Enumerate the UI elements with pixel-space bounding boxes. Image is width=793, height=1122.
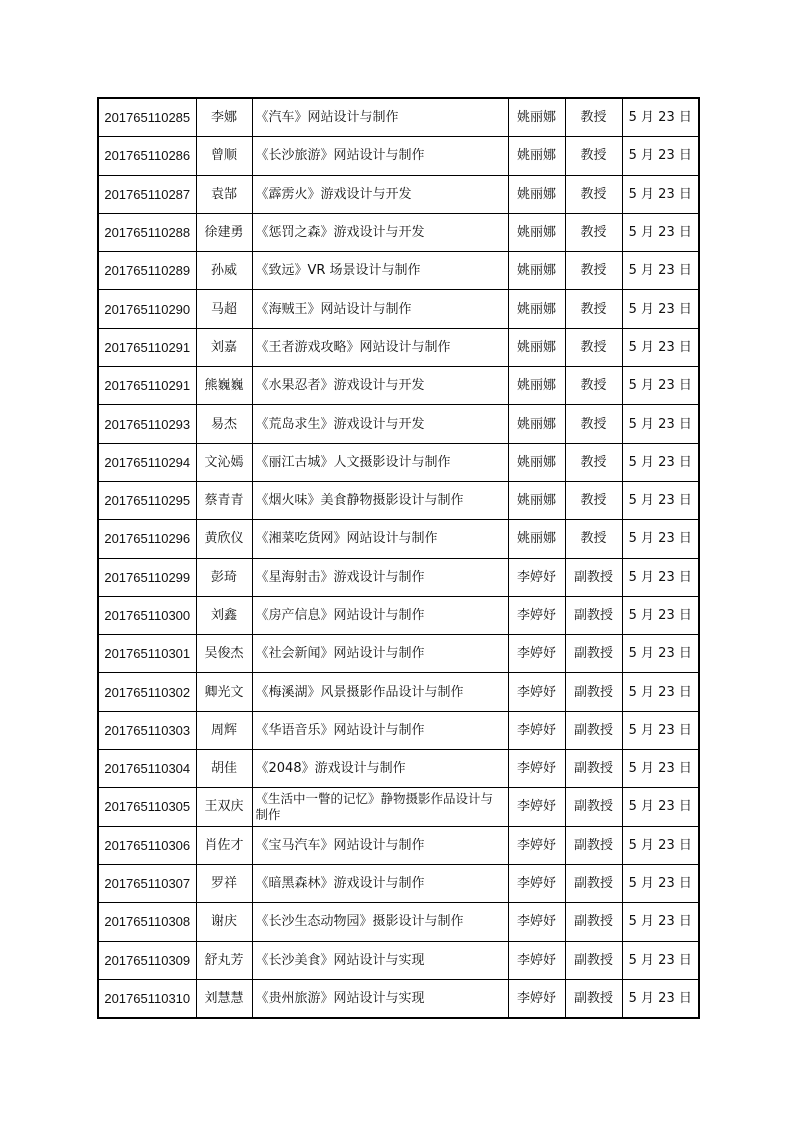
student-id-cell: 201765110303 [98,711,196,749]
advisor-cell: 李婷妤 [508,864,565,902]
student-id-cell: 201765110295 [98,481,196,519]
student-name-cell: 卿光文 [196,673,252,711]
date-cell: 5 月 23 日 [622,328,699,366]
advisor-rank-cell: 副教授 [565,941,622,979]
student-id-cell: 201765110291 [98,328,196,366]
student-name-cell: 舒丸芳 [196,941,252,979]
table-row [98,328,699,366]
student-id-cell: 201765110308 [98,903,196,941]
project-title-cell: 《惩罚之森》游戏设计与开发 [252,213,508,251]
student-name-cell: 胡佳 [196,750,252,788]
project-title-cell: 《海贼王》网站设计与制作 [252,290,508,328]
date-cell: 5 月 23 日 [622,405,699,443]
student-id-cell: 201765110301 [98,635,196,673]
advisor-rank-cell: 教授 [565,520,622,558]
date-cell: 5 月 23 日 [622,941,699,979]
advisor-cell: 姚丽娜 [508,443,565,481]
date-cell: 5 月 23 日 [622,520,699,558]
student-name-cell: 曾顺 [196,137,252,175]
thesis-schedule-table [97,97,700,1019]
table-row [98,711,699,749]
student-name-cell: 刘鑫 [196,596,252,634]
advisor-cell: 李婷妤 [508,558,565,596]
advisor-cell: 李婷妤 [508,941,565,979]
date-cell: 5 月 23 日 [622,635,699,673]
project-title-cell: 《荒岛求生》游戏设计与开发 [252,405,508,443]
student-id-cell: 201765110304 [98,750,196,788]
student-name-cell: 孙威 [196,252,252,290]
table-row [98,252,699,290]
advisor-cell: 李婷妤 [508,673,565,711]
advisor-rank-cell: 教授 [565,481,622,519]
student-id-cell: 201765110285 [98,98,196,137]
advisor-cell: 姚丽娜 [508,328,565,366]
date-cell: 5 月 23 日 [622,137,699,175]
student-id-cell: 201765110305 [98,788,196,826]
project-title-cell: 《房产信息》网站设计与制作 [252,596,508,634]
student-id-cell: 201765110307 [98,864,196,902]
advisor-rank-cell: 副教授 [565,788,622,826]
student-name-cell: 熊巍巍 [196,367,252,405]
advisor-rank-cell: 教授 [565,213,622,251]
student-name-cell: 马超 [196,290,252,328]
student-name-cell: 黄欣仪 [196,520,252,558]
table-row [98,596,699,634]
student-name-cell: 谢庆 [196,903,252,941]
table-row [98,98,699,137]
table-row [98,558,699,596]
student-name-cell: 徐建勇 [196,213,252,251]
table-row [98,788,699,826]
table-row [98,213,699,251]
project-title-cell: 《宝马汽车》网站设计与制作 [252,826,508,864]
advisor-rank-cell: 教授 [565,290,622,328]
table-row [98,635,699,673]
advisor-cell: 姚丽娜 [508,137,565,175]
student-name-cell: 文沁嫣 [196,443,252,481]
project-title-cell: 《水果忍者》游戏设计与开发 [252,367,508,405]
advisor-cell: 姚丽娜 [508,405,565,443]
advisor-rank-cell: 副教授 [565,673,622,711]
student-id-cell: 201765110299 [98,558,196,596]
project-title-cell: 《霹雳火》游戏设计与开发 [252,175,508,213]
date-cell: 5 月 23 日 [622,481,699,519]
project-title-cell: 《长沙旅游》网站设计与制作 [252,137,508,175]
date-cell: 5 月 23 日 [622,903,699,941]
table-row [98,520,699,558]
project-title-cell: 《暗黑森林》游戏设计与制作 [252,864,508,902]
advisor-rank-cell: 教授 [565,137,622,175]
advisor-rank-cell: 副教授 [565,635,622,673]
advisor-rank-cell: 教授 [565,252,622,290]
date-cell: 5 月 23 日 [622,175,699,213]
student-id-cell: 201765110291 [98,367,196,405]
student-id-cell: 201765110294 [98,443,196,481]
student-name-cell: 周辉 [196,711,252,749]
advisor-rank-cell: 教授 [565,98,622,137]
advisor-rank-cell: 副教授 [565,979,622,1018]
table-body [98,98,699,1018]
advisor-cell: 姚丽娜 [508,520,565,558]
table-row [98,405,699,443]
advisor-rank-cell: 教授 [565,328,622,366]
student-name-cell: 袁郜 [196,175,252,213]
advisor-rank-cell: 教授 [565,175,622,213]
student-id-cell: 201765110293 [98,405,196,443]
date-cell: 5 月 23 日 [622,290,699,328]
date-cell: 5 月 23 日 [622,750,699,788]
student-id-cell: 201765110310 [98,979,196,1018]
date-cell: 5 月 23 日 [622,673,699,711]
project-title-cell: 《王者游戏攻略》网站设计与制作 [252,328,508,366]
advisor-rank-cell: 副教授 [565,750,622,788]
advisor-cell: 姚丽娜 [508,98,565,137]
advisor-cell: 姚丽娜 [508,252,565,290]
student-id-cell: 201765110302 [98,673,196,711]
table-row [98,673,699,711]
student-name-cell: 吴俊杰 [196,635,252,673]
project-title-cell: 《生活中一瞥的记忆》静物摄影作品设计与制作 [252,788,508,826]
student-name-cell: 刘慧慧 [196,979,252,1018]
project-title-cell: 《烟火味》美食静物摄影设计与制作 [252,481,508,519]
advisor-rank-cell: 教授 [565,367,622,405]
date-cell: 5 月 23 日 [622,711,699,749]
table-row [98,481,699,519]
date-cell: 5 月 23 日 [622,252,699,290]
project-title-cell: 《致远》VR 场景设计与制作 [252,252,508,290]
project-title-cell: 《梅溪湖》风景摄影作品设计与制作 [252,673,508,711]
project-title-cell: 《贵州旅游》网站设计与实现 [252,979,508,1018]
date-cell: 5 月 23 日 [622,788,699,826]
student-name-cell: 蔡青青 [196,481,252,519]
project-title-cell: 《长沙生态动物园》摄影设计与制作 [252,903,508,941]
advisor-cell: 李婷妤 [508,979,565,1018]
student-name-cell: 易杰 [196,405,252,443]
advisor-rank-cell: 副教授 [565,903,622,941]
student-name-cell: 肖佐才 [196,826,252,864]
student-id-cell: 201765110306 [98,826,196,864]
advisor-cell: 李婷妤 [508,826,565,864]
table-row [98,979,699,1018]
project-title-cell: 《长沙美食》网站设计与实现 [252,941,508,979]
student-id-cell: 201765110300 [98,596,196,634]
advisor-rank-cell: 副教授 [565,864,622,902]
advisor-cell: 姚丽娜 [508,290,565,328]
project-title-cell: 《湘菜吃货网》网站设计与制作 [252,520,508,558]
date-cell: 5 月 23 日 [622,367,699,405]
table-row [98,826,699,864]
date-cell: 5 月 23 日 [622,558,699,596]
table-row [98,941,699,979]
student-id-cell: 201765110309 [98,941,196,979]
table-row [98,443,699,481]
table-row [98,290,699,328]
advisor-rank-cell: 副教授 [565,826,622,864]
advisor-rank-cell: 副教授 [565,596,622,634]
student-id-cell: 201765110290 [98,290,196,328]
advisor-cell: 李婷妤 [508,711,565,749]
advisor-cell: 姚丽娜 [508,213,565,251]
date-cell: 5 月 23 日 [622,864,699,902]
project-title-cell: 《2048》游戏设计与制作 [252,750,508,788]
date-cell: 5 月 23 日 [622,213,699,251]
student-id-cell: 201765110288 [98,213,196,251]
advisor-cell: 姚丽娜 [508,175,565,213]
project-title-cell: 《华语音乐》网站设计与制作 [252,711,508,749]
table-row [98,137,699,175]
advisor-cell: 姚丽娜 [508,367,565,405]
student-id-cell: 201765110296 [98,520,196,558]
student-name-cell: 刘嘉 [196,328,252,366]
student-id-cell: 201765110286 [98,137,196,175]
advisor-rank-cell: 副教授 [565,558,622,596]
date-cell: 5 月 23 日 [622,596,699,634]
advisor-cell: 李婷妤 [508,903,565,941]
project-title-cell: 《汽车》网站设计与制作 [252,98,508,137]
date-cell: 5 月 23 日 [622,979,699,1018]
date-cell: 5 月 23 日 [622,826,699,864]
date-cell: 5 月 23 日 [622,443,699,481]
student-name-cell: 罗祥 [196,864,252,902]
student-name-cell: 李娜 [196,98,252,137]
table-row [98,903,699,941]
table-row [98,750,699,788]
advisor-cell: 李婷妤 [508,596,565,634]
project-title-cell: 《星海射击》游戏设计与制作 [252,558,508,596]
table-row [98,367,699,405]
table-row [98,864,699,902]
advisor-cell: 李婷妤 [508,635,565,673]
project-title-cell: 《丽江古城》人文摄影设计与制作 [252,443,508,481]
date-cell: 5 月 23 日 [622,98,699,137]
advisor-rank-cell: 教授 [565,443,622,481]
advisor-cell: 李婷妤 [508,750,565,788]
advisor-rank-cell: 教授 [565,405,622,443]
project-title-cell: 《社会新闻》网站设计与制作 [252,635,508,673]
advisor-rank-cell: 副教授 [565,711,622,749]
student-id-cell: 201765110287 [98,175,196,213]
student-name-cell: 王双庆 [196,788,252,826]
student-name-cell: 彭琦 [196,558,252,596]
advisor-cell: 姚丽娜 [508,481,565,519]
student-id-cell: 201765110289 [98,252,196,290]
advisor-cell: 李婷妤 [508,788,565,826]
table-row [98,175,699,213]
